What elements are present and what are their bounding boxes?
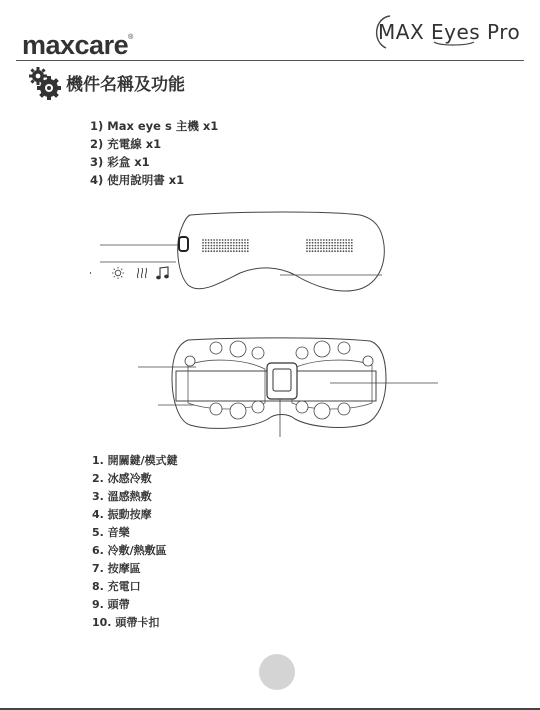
speaker-hole	[315, 239, 317, 241]
product-logo-text: MAX Eyes Pro	[378, 20, 521, 44]
speaker-hole	[312, 250, 314, 252]
speaker-hole	[236, 250, 238, 252]
speaker-hole	[343, 248, 345, 250]
speaker-hole	[239, 245, 241, 247]
speaker-hole	[205, 242, 207, 244]
speaker-hole	[239, 250, 241, 252]
speaker-hole	[211, 250, 213, 252]
speaker-hole	[329, 250, 331, 252]
speaker-hole	[317, 245, 319, 247]
speaker-hole	[244, 239, 246, 241]
massage-node	[252, 347, 264, 359]
speaker-hole	[216, 250, 218, 252]
list-item: 4. 振動按摩	[92, 508, 152, 521]
speaker-hole	[323, 250, 325, 252]
speaker-hole	[315, 248, 317, 250]
speaker-hole	[323, 239, 325, 241]
speaker-hole	[241, 239, 243, 241]
speaker-hole	[315, 245, 317, 247]
speaker-hole	[222, 248, 224, 250]
massage-node	[210, 342, 222, 354]
speaker-hole	[326, 239, 328, 241]
speaker-hole	[306, 248, 308, 250]
speaker-hole	[306, 250, 308, 252]
speaker-hole	[227, 242, 229, 244]
speaker-hole	[233, 248, 235, 250]
speaker-hole	[348, 239, 350, 241]
speaker-hole	[244, 242, 246, 244]
speaker-hole	[323, 242, 325, 244]
speaker-hole	[227, 250, 229, 252]
speaker-hole	[329, 248, 331, 250]
speaker-hole	[317, 242, 319, 244]
massage-node	[210, 403, 222, 415]
speaker-hole	[309, 242, 311, 244]
speaker-hole	[326, 245, 328, 247]
speaker-hole	[213, 248, 215, 250]
speaker-hole	[334, 239, 336, 241]
music-note-icon	[157, 267, 169, 279]
sun-icon	[112, 267, 124, 279]
speaker-hole	[205, 245, 207, 247]
trademark-symbol: ®	[128, 34, 133, 41]
speaker-hole	[345, 250, 347, 252]
speaker-hole	[225, 242, 227, 244]
speaker-hole	[202, 242, 204, 244]
speaker-hole	[211, 242, 213, 244]
speaker-hole	[208, 239, 210, 241]
speaker-hole	[241, 248, 243, 250]
speaker-hole	[216, 242, 218, 244]
speaker-hole	[216, 245, 218, 247]
speaker-hole	[323, 248, 325, 250]
speaker-hole	[331, 248, 333, 250]
max-eyes-pro-logo	[370, 12, 530, 52]
speaker-hole	[323, 245, 325, 247]
massage-node	[185, 356, 195, 366]
speaker-hole	[351, 242, 353, 244]
speaker-hole	[216, 248, 218, 250]
speaker-hole	[340, 250, 342, 252]
speaker-hole	[317, 239, 319, 241]
speaker-hole	[225, 245, 227, 247]
speaker-hole	[247, 242, 249, 244]
list-item: 4) 使用說明書 x1	[90, 173, 185, 187]
snowflake-icon	[90, 268, 91, 278]
speaker-hole	[320, 239, 322, 241]
speaker-hole	[208, 248, 210, 250]
speaker-hole	[334, 242, 336, 244]
speaker-hole	[213, 242, 215, 244]
speaker-hole	[213, 245, 215, 247]
speaker-hole	[312, 245, 314, 247]
speaker-hole	[247, 239, 249, 241]
list-item: 3. 溫感熱敷	[92, 490, 152, 503]
speaker-hole	[312, 242, 314, 244]
speaker-hole	[351, 248, 353, 250]
speaker-hole	[351, 250, 353, 252]
list-item: 8. 充電口	[92, 580, 141, 593]
speaker-hole	[211, 248, 213, 250]
speaker-hole	[222, 250, 224, 252]
speaker-hole	[337, 250, 339, 252]
massage-node	[296, 347, 308, 359]
massage-node	[252, 401, 264, 413]
speaker-hole	[317, 250, 319, 252]
speaker-hole	[244, 248, 246, 250]
list-item: 5. 音樂	[92, 526, 130, 539]
speaker-hole	[233, 242, 235, 244]
speaker-hole	[236, 242, 238, 244]
mask-front-diagram	[90, 205, 450, 305]
parts-list	[92, 452, 178, 632]
speaker-hole	[236, 248, 238, 250]
speaker-hole	[230, 242, 232, 244]
list-item: 3) 彩盒 x1	[90, 155, 150, 169]
speaker-hole	[225, 239, 227, 241]
speaker-hole	[309, 245, 311, 247]
list-item: 2. 冰感冷敷	[92, 472, 152, 485]
speaker-hole	[326, 248, 328, 250]
speaker-hole	[340, 239, 342, 241]
package-contents-list	[90, 117, 218, 189]
gears-icon	[28, 66, 62, 100]
speaker-hole	[227, 239, 229, 241]
speaker-hole	[208, 250, 210, 252]
cooling-heating-area-left	[188, 360, 265, 409]
massage-node	[338, 403, 350, 415]
headband-buckle	[267, 363, 297, 399]
speaker-hole	[326, 250, 328, 252]
speaker-hole	[348, 248, 350, 250]
speaker-hole	[216, 239, 218, 241]
speaker-hole	[222, 245, 224, 247]
speaker-hole	[239, 242, 241, 244]
speaker-hole	[309, 239, 311, 241]
speaker-hole	[334, 250, 336, 252]
speaker-hole	[348, 242, 350, 244]
heat-waves-icon	[137, 268, 146, 278]
speaker-hole	[320, 250, 322, 252]
speaker-hole	[219, 242, 221, 244]
speaker-hole	[340, 242, 342, 244]
speaker-hole	[213, 250, 215, 252]
speaker-hole	[331, 245, 333, 247]
speaker-hole	[351, 239, 353, 241]
speaker-hole	[337, 239, 339, 241]
speaker-hole	[219, 250, 221, 252]
list-item: 1. 開關鍵/模式鍵	[92, 454, 178, 467]
speaker-hole	[208, 242, 210, 244]
speaker-hole	[241, 245, 243, 247]
speaker-hole	[320, 245, 322, 247]
speaker-hole	[315, 250, 317, 252]
speaker-hole	[233, 239, 235, 241]
speaker-hole	[306, 239, 308, 241]
speaker-hole	[230, 250, 232, 252]
speaker-hole	[230, 245, 232, 247]
speaker-hole	[219, 239, 221, 241]
speaker-hole	[329, 242, 331, 244]
speaker-hole	[329, 239, 331, 241]
speaker-hole	[239, 239, 241, 241]
speaker-hole	[244, 245, 246, 247]
list-item: 7. 按摩區	[92, 562, 141, 575]
speaker-hole	[340, 245, 342, 247]
speaker-hole	[205, 239, 207, 241]
speaker-hole	[312, 248, 314, 250]
section-title: 機件名稱及功能	[66, 75, 185, 95]
speaker-hole	[306, 245, 308, 247]
list-item: 6. 冷敷/熱敷區	[92, 544, 167, 557]
speaker-hole	[236, 245, 238, 247]
speaker-hole	[315, 242, 317, 244]
speaker-hole	[312, 239, 314, 241]
massage-node	[314, 341, 330, 357]
speaker-hole	[306, 242, 308, 244]
speaker-hole	[225, 250, 227, 252]
speaker-hole	[345, 245, 347, 247]
massage-node	[314, 403, 330, 419]
speaker-hole	[348, 245, 350, 247]
speaker-hole	[230, 248, 232, 250]
massage-node	[338, 342, 350, 354]
speaker-hole	[351, 245, 353, 247]
speaker-hole	[348, 250, 350, 252]
speaker-hole	[213, 239, 215, 241]
speaker-hole	[211, 239, 213, 241]
speaker-hole	[340, 248, 342, 250]
massage-node	[230, 341, 246, 357]
massage-node	[296, 401, 308, 413]
speaker-hole	[202, 250, 204, 252]
speaker-hole	[337, 248, 339, 250]
speaker-hole	[239, 248, 241, 250]
speaker-hole	[247, 248, 249, 250]
speaker-hole	[205, 250, 207, 252]
speaker-hole	[343, 239, 345, 241]
power-button	[179, 237, 188, 251]
mask-back-diagram	[130, 335, 450, 440]
speaker-hole	[309, 248, 311, 250]
speaker-hole	[233, 245, 235, 247]
speaker-hole	[233, 250, 235, 252]
speaker-hole	[334, 245, 336, 247]
speaker-hole	[343, 242, 345, 244]
speaker-hole	[331, 239, 333, 241]
speaker-hole	[320, 242, 322, 244]
speaker-grille-right	[306, 239, 353, 252]
speaker-hole	[236, 239, 238, 241]
speaker-hole	[320, 248, 322, 250]
header-divider	[16, 60, 524, 61]
brand-logo-text: maxcare	[22, 30, 129, 60]
speaker-hole	[329, 245, 331, 247]
speaker-hole	[331, 250, 333, 252]
speaker-hole	[345, 248, 347, 250]
speaker-hole	[317, 248, 319, 250]
speaker-hole	[219, 248, 221, 250]
speaker-hole	[331, 242, 333, 244]
speaker-hole	[345, 239, 347, 241]
speaker-hole	[247, 245, 249, 247]
speaker-hole	[244, 250, 246, 252]
speaker-hole	[202, 245, 204, 247]
speaker-hole	[337, 245, 339, 247]
speaker-hole	[309, 250, 311, 252]
speaker-hole	[225, 248, 227, 250]
speaker-hole	[247, 250, 249, 252]
speaker-hole	[222, 242, 224, 244]
list-item: 9. 頭帶	[92, 598, 130, 611]
massage-node	[230, 403, 246, 419]
speaker-hole	[227, 245, 229, 247]
speaker-hole	[241, 242, 243, 244]
list-item: 2) 充電線 x1	[90, 137, 162, 151]
speaker-hole	[222, 239, 224, 241]
speaker-hole	[230, 239, 232, 241]
speaker-hole	[202, 239, 204, 241]
speaker-hole	[205, 248, 207, 250]
list-item: 10. 頭帶卡扣	[92, 616, 160, 629]
speaker-hole	[345, 242, 347, 244]
speaker-hole	[202, 248, 204, 250]
speaker-hole	[343, 245, 345, 247]
speaker-grille-left	[202, 239, 249, 252]
list-item: 1) Max eye s 主機 x1	[90, 119, 219, 133]
speaker-hole	[343, 250, 345, 252]
massage-node	[363, 356, 373, 366]
speaker-hole	[337, 242, 339, 244]
speaker-hole	[219, 245, 221, 247]
speaker-hole	[326, 242, 328, 244]
speaker-hole	[208, 245, 210, 247]
speaker-hole	[241, 250, 243, 252]
page-tab	[259, 654, 295, 690]
speaker-hole	[334, 248, 336, 250]
speaker-hole	[227, 248, 229, 250]
speaker-hole	[211, 245, 213, 247]
maxcare-logo	[22, 30, 133, 61]
